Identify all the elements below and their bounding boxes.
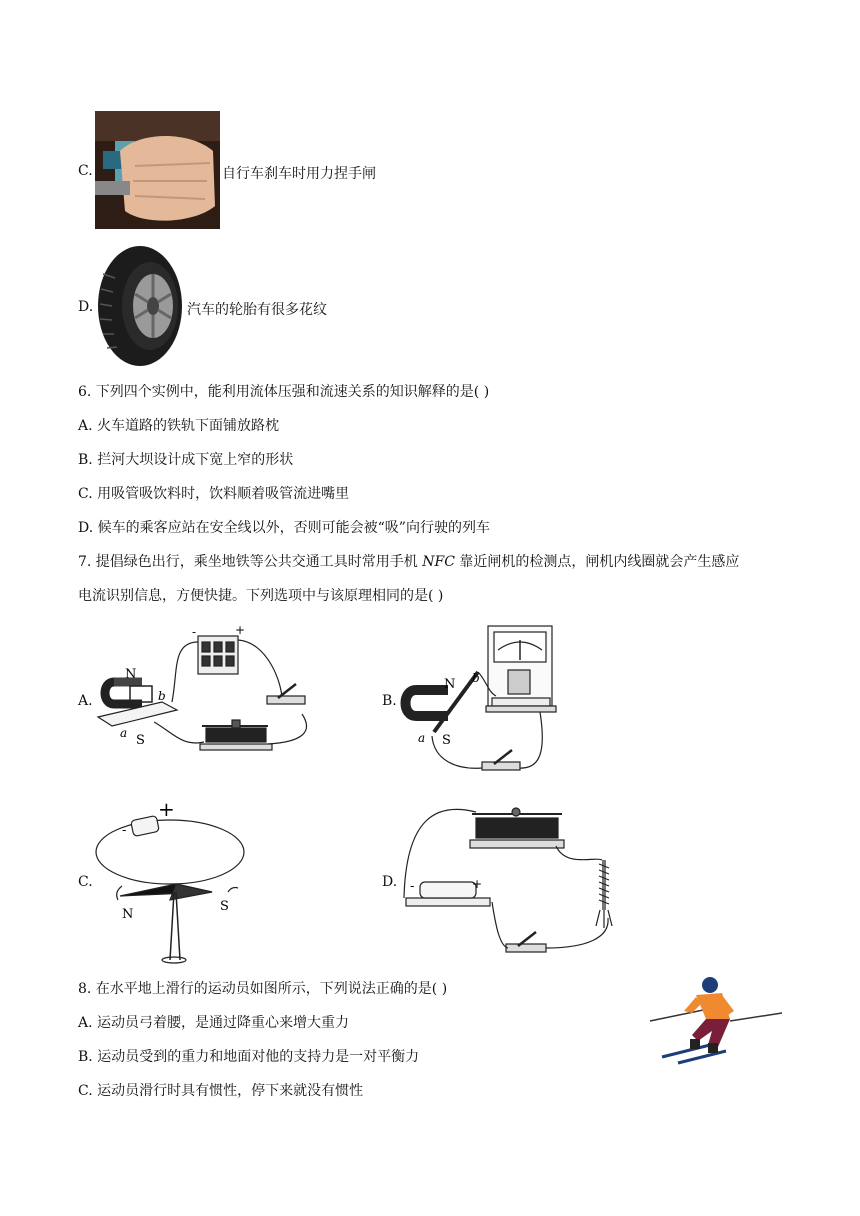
fig-a-b-label: b (158, 689, 166, 703)
fig-d-electromagnet-circuit (396, 798, 620, 962)
fig-b-label: B. (382, 693, 397, 709)
fig-b-b-label: b (472, 671, 480, 685)
fig-b-s-label: S (442, 733, 451, 748)
fig-b-n-label: N (444, 677, 456, 692)
fig-b-a-label: a (418, 731, 426, 745)
fig-a-minus-label: - (192, 625, 197, 639)
q6-option-b: B. 拦河大坝设计成下宽上窄的形状 (78, 452, 294, 468)
fig-c-s-label: S (220, 899, 229, 914)
fig-c-plus-label: + (158, 797, 175, 821)
q7-stem-line2: 电流识别信息，方便快捷。下列选项中与该原理相同的是( ) (78, 588, 444, 604)
fig-a-motor-circuit (92, 622, 318, 770)
fig-a-plus-label: + (235, 623, 246, 637)
q8-stem: 8. 在水平地上滑行的运动员如图所示，下列说法正确的是( ) (78, 981, 448, 997)
q7-stem-line1: 7. 提倡绿色出行，乘坐地铁等公共交通工具时常用手机 NFC 靠近闸机的检测点，闸机内线圈就会产生感应 (78, 554, 740, 570)
fig-b-generator-circuit (396, 620, 566, 778)
option-d-letter: D. (78, 299, 94, 315)
q8-option-c: C. 运动员滑行时具有惯性，停下来就没有惯性 (78, 1083, 364, 1099)
bicycle-brake-photo (95, 111, 220, 229)
q6-stem: 6. 下列四个实例中，能利用流体压强和流速关系的知识解释的是( ) (78, 384, 490, 400)
q8-option-a: A. 运动员弓着腰，是通过降重心来增大重力 (78, 1015, 350, 1031)
q6-option-c: C. 用吸管吸饮料时，饮料顺着吸管流进嘴里 (78, 486, 350, 502)
q8-option-b: B. 运动员受到的重力和地面对他的支持力是一对平衡力 (78, 1049, 420, 1065)
fig-d-plus-label: + (472, 877, 483, 891)
fig-a-s-label: S (136, 733, 145, 748)
fig-c-label: C. (78, 874, 93, 890)
fig-a-n-label: N (125, 667, 137, 682)
q6-option-a: A. 火车道路的铁轨下面铺放路枕 (78, 418, 280, 434)
fig-c-compass-wire (92, 796, 252, 964)
option-c-text: 自行车刹车时用力捏手闸 (222, 166, 376, 182)
fig-d-label: D. (382, 874, 398, 890)
option-d-text: 汽车的轮胎有很多花纹 (187, 302, 327, 318)
fig-a-a-label: a (120, 726, 128, 740)
q6-option-d: D. 候车的乘客应站在安全线以外，否则可能会被“吸”向行驶的列车 (78, 520, 490, 536)
fig-c-minus-label: - (122, 823, 127, 838)
fig-d-minus-label: - (410, 879, 415, 894)
skier-illustration (648, 975, 784, 1065)
option-c-letter: C. (78, 163, 93, 179)
nfc-term: NFC (422, 554, 455, 570)
fig-c-n-label: N (122, 907, 134, 922)
fig-a-label: A. (78, 693, 93, 709)
tire-photo (95, 244, 185, 367)
